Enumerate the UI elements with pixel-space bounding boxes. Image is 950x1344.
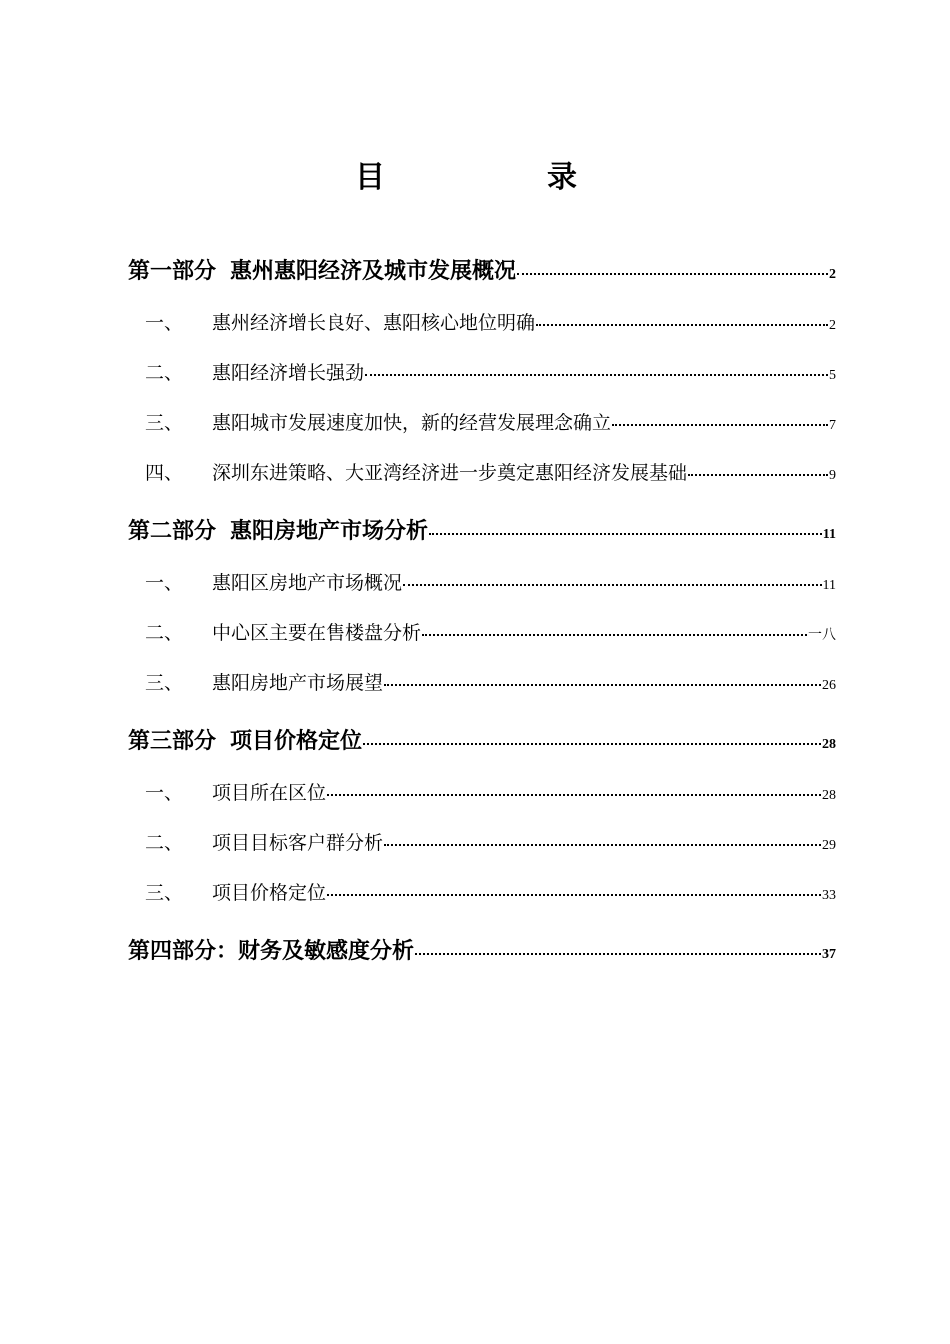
- section-title: 惠州经济增长良好、惠阳核心地位明确: [212, 312, 536, 334]
- section-title: 项目价格定位: [212, 882, 327, 904]
- part-title: 惠州惠阳经济及城市发展概况: [230, 259, 517, 284]
- dot-leader: [363, 743, 821, 745]
- section-title: 中心区主要在售楼盘分析: [212, 622, 422, 644]
- part-label: 第二部分: [128, 519, 217, 544]
- toc-section-3-1[interactable]: [128, 778, 836, 828]
- dot-leader: [327, 794, 821, 796]
- toc-section-2-3[interactable]: [128, 668, 836, 718]
- part-label: 第一部分: [128, 259, 217, 284]
- dot-leader: [384, 844, 821, 846]
- section-title: 惠阳区房地产市场概况: [212, 572, 403, 594]
- page-number: 33: [822, 888, 836, 903]
- section-title: 惠阳城市发展速度加快，新的经营发展理念确立: [212, 412, 612, 434]
- section-number: 一、: [145, 782, 184, 804]
- toc-section-1-2[interactable]: [128, 358, 836, 408]
- toc-section-1-3[interactable]: [128, 408, 836, 458]
- dot-leader: [384, 684, 821, 686]
- page-number: 28: [822, 737, 836, 752]
- page-number: 一八: [808, 628, 836, 643]
- part-label: 第四部分：: [128, 939, 239, 964]
- dot-leader: [403, 584, 822, 586]
- section-number: 二、: [145, 832, 184, 854]
- page-number: 11: [822, 578, 836, 593]
- dot-leader: [422, 634, 807, 636]
- toc-section-1-4[interactable]: [128, 458, 836, 508]
- dot-leader: [536, 324, 828, 326]
- page-number: 9: [829, 468, 836, 483]
- section-number: 三、: [145, 672, 184, 694]
- page-number: 37: [822, 947, 836, 962]
- toc-title: 目 录: [355, 160, 611, 195]
- dot-leader: [517, 273, 828, 275]
- toc-section-3-3[interactable]: [128, 878, 836, 928]
- page-number: 26: [822, 678, 836, 693]
- section-number: 三、: [145, 412, 184, 434]
- toc-section-2-2[interactable]: [128, 618, 836, 668]
- part-title: 项目价格定位: [230, 729, 363, 754]
- section-number: 二、: [145, 622, 184, 644]
- toc-part-3[interactable]: [128, 718, 836, 774]
- section-number: 四、: [145, 462, 184, 484]
- section-number: 一、: [145, 572, 184, 594]
- page-number: 28: [822, 788, 836, 803]
- toc-part-1[interactable]: [128, 248, 836, 304]
- section-title: 惠阳经济增长强劲: [212, 362, 365, 384]
- section-number: 二、: [145, 362, 184, 384]
- table-of-contents: [128, 248, 836, 984]
- section-title: 项目目标客户群分析: [212, 832, 384, 854]
- section-title: 项目所在区位: [212, 782, 327, 804]
- page-number: 2: [829, 318, 836, 333]
- section-title: 惠阳房地产市场展望: [212, 672, 384, 694]
- dot-leader: [365, 374, 828, 376]
- page-number: 5: [829, 368, 836, 383]
- part-title: 惠阳房地产市场分析: [230, 519, 429, 544]
- dot-leader: [429, 533, 822, 535]
- dot-leader: [327, 894, 821, 896]
- page-number: 11: [822, 527, 836, 542]
- section-number: 一、: [145, 312, 184, 334]
- toc-section-3-2[interactable]: [128, 828, 836, 878]
- page-number: 2: [829, 267, 836, 282]
- part-title: 财务及敏感度分析: [238, 939, 415, 964]
- page-number: 7: [829, 418, 836, 433]
- dot-leader: [688, 474, 828, 476]
- page-number: 29: [822, 838, 836, 853]
- part-label: 第三部分: [128, 729, 217, 754]
- dot-leader: [612, 424, 828, 426]
- toc-part-4[interactable]: [128, 928, 836, 984]
- toc-part-2[interactable]: [128, 508, 836, 564]
- toc-section-2-1[interactable]: [128, 568, 836, 618]
- section-number: 三、: [145, 882, 184, 904]
- toc-section-1-1[interactable]: [128, 308, 836, 358]
- section-title: 深圳东进策略、大亚湾经济进一步奠定惠阳经济发展基础: [212, 462, 688, 484]
- dot-leader: [415, 953, 821, 955]
